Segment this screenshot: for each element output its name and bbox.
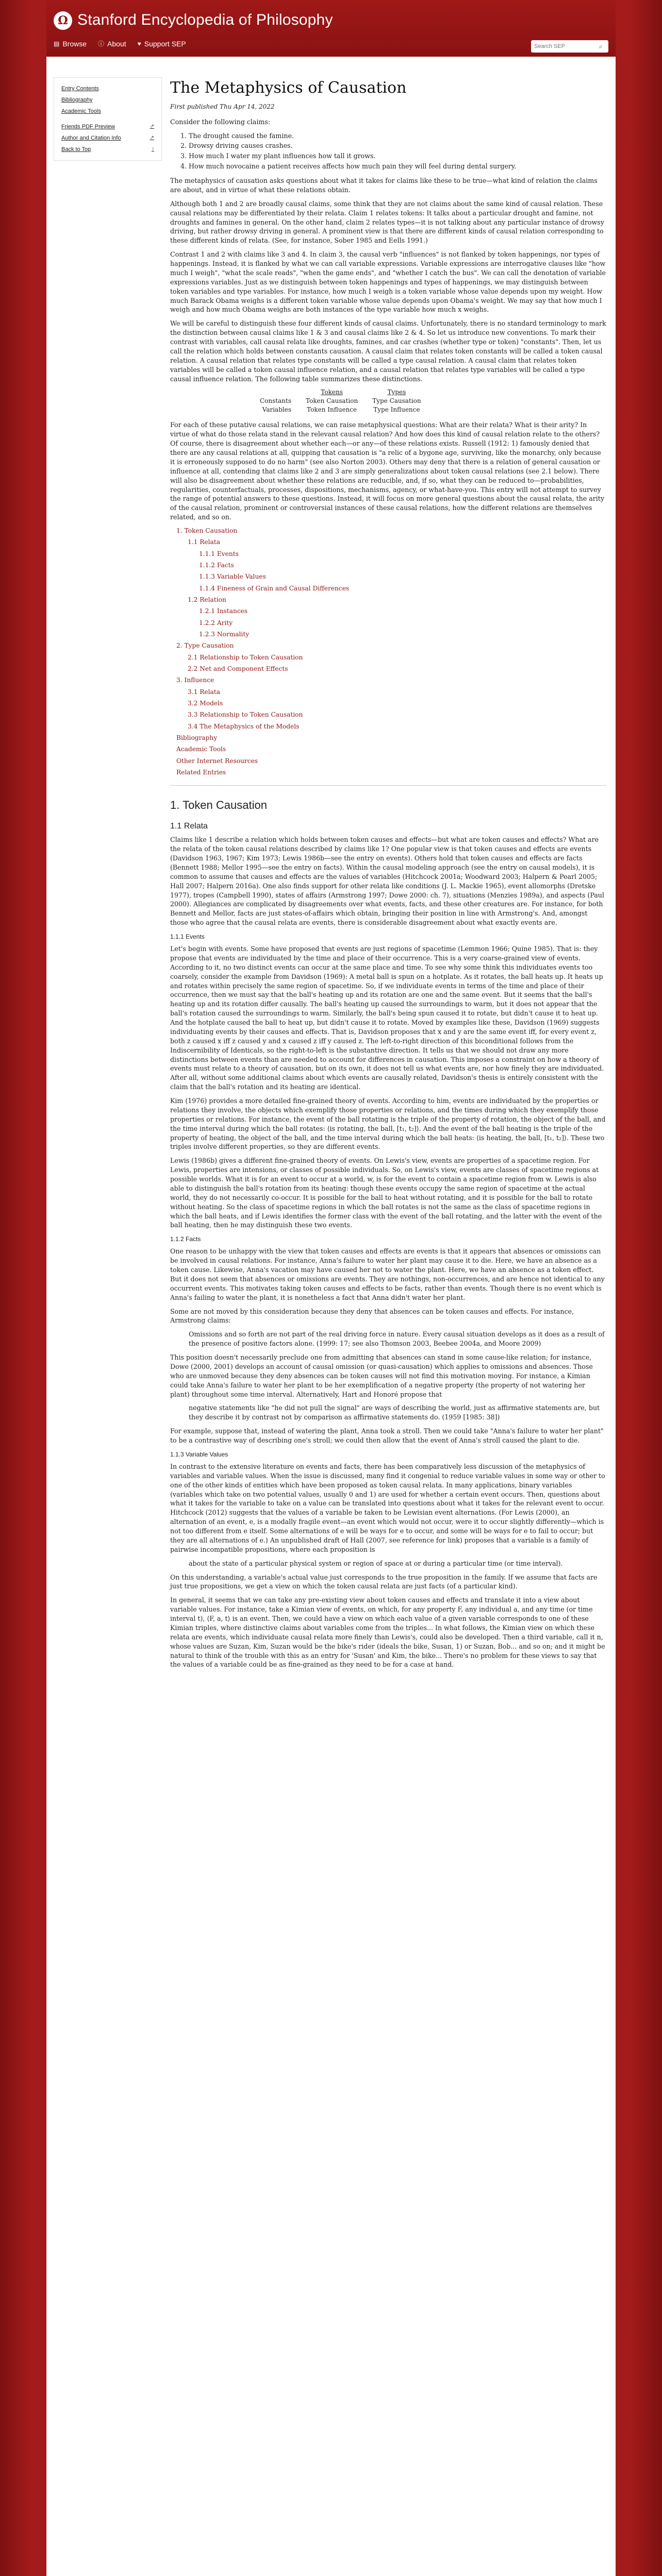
toc-link[interactable]: Academic Tools: [176, 745, 226, 753]
toc-link[interactable]: 3.2 Models: [188, 700, 223, 707]
entry-navigation: [54, 77, 162, 161]
toc-link[interactable]: 1.2 Relation: [188, 596, 226, 604]
claims-list: [189, 131, 606, 172]
site-header: [46, 0, 616, 57]
article-main: [170, 77, 606, 1674]
paragraph: For example, suppose that, instead of watering the plant, Anna took a stroll. Then we could take "Anna's failure to water her plant" to be a contrastive way of describing one's stroll; we could then allow that the event of Anna's stroll caused the plant to die.: [170, 1427, 604, 1445]
sidebar-item-label: Back to Top: [61, 146, 91, 152]
paragraph: Lewis (1986b) gives a different fine-grained theory of events. On Lewis's view, events are properties of a spacetime region. For Lewis, properties are intensions, or classes of possible individuals. So, on Lewis's view, events are classes of spacetime regions at possible worlds. What it is for an event to occur at a world, w, is for the event to contain a spacetime region from w. Lewis is also able to distinguish the ball's rotation from its heating: though these events occupy the same region of spacetime at the actual world, they do not necessarily co-occur. It is possible for the ball to heat without rotating, and it is possible for the ball to rotate without heating. So the class of spacetime regions in which the ball rotates is not the same as the class of spacetime regions in which the ball heats, and if Lewis identifies the former class with the event of the ball rotating, and the latter with the event of the ball heating, then he may distinguish these two events.: [170, 1157, 602, 1229]
paragraph: Let's begin with events. Some have proposed that events are just regions of spacetime (Lemmon 1966; Quine 1985). That is: they propose that events are individuated by the time and place of their occurrence. This is a very coarse-grained view of events. According to it, no two distinct events can occur at the same place and time. To see why some think this individuates events too coarsely, consider the example from Davidson (1969): A metal ball is spun on a hotplate. As it rotates, the ball heats up. It heats up and rotates within precisely the same region of spacetime. So, if we individuate events in terms of the time and place of their occurrence, then we must say that the ball's heating up and its rotation are one and the same event. But it seems that the ball's heating up and its rotation differ causally. The ball's heating up caused the surroundings to warm, but it does not appear that the ball's rotation caused the surroundings to warm. Similarly, the ball's being spun caused it to rotate, but didn't cause it to heat up. And the hotplate caused the ball to heat up, but didn't cause it to rotate. Moved by examples like these, Davidson (1969) suggests individuating events by their causes and effects. That is, Davidson proposes that x and y are the same event iff, for every event z, both z caused x iff z caused y and x caused z iff y caused z. The left-to-right direction of this biconditional follows from the Indiscernibility of Identicals, so the right-to-left is the substantive direction. It tells us that we should not draw any more distinctions between events than are needed to account for differences in causation. This imposes a constraint on how a theory of events must relate to a theory of causation, but on its own, it does not tell us what events are, nor how finely they are individuated. After all, without some additional claims about which events are causally related, Davidson's thesis is entirely consistent with the claim that the ball's rotation and its heating are identical.: [170, 945, 604, 1091]
sidebar-back-to-top[interactable]: [61, 144, 154, 155]
sidebar-academic-tools[interactable]: [61, 106, 154, 117]
table-row: [253, 397, 428, 405]
paragraph: In general, it seems that we can take any pre-existing view about token causes and effects and translate it into a view about variable values. For instance, take a Kimian view of events, on which, for any property F, any individual a, and any time (or time interval t), ⟨F, a, t⟩ is an event. Then, we could have a view on which each value of a given variable corresponds to one of these Kimian triples, where distinctive claims about variables come from the triples... In what follows, the Kimian view on which these relata are events, which individuate causal relata more finely than Lewis's, could also be developed. Then a third variable, call it n, whose values are Suzan, Kim, Suzan would be the bike's rider (ideals the bike, Susan, 1) or Suzan, Bob... and so on; and it might be natural to think of the trouble with this as an entry for 'Susan' and Kim, the bike... There's no problem for these views to say that the values of a variable could be as fine-grained as they need to be for a case at hand.: [170, 1596, 605, 1669]
toc-item: [176, 768, 606, 777]
paragraph: For each of these putative causal relations, we can raise metaphysical questions: What are their relata? What is their arity? In virtue of what do those relata stand in the relevant causal relation? And how does this kind of causal relation relate to the others? Of course, there is disagreement about whether each—or any—of these relations exists. Russell (1912: 1) famously denied that there are any causal relations at all, quipping that causation is "a relic of a bygone age, surviving, like the monarchy, only because it is erroneously supposed to do no harm" (see also Norton 2003). Others may deny that there is a relation of general causation or influence at all, contending that claims like 2 and 3 are simply generalizations about token causal relations (see 2.1 below). There will also be disagreement about whether these relations are reducible, and, if so, what they can be reduced to—probabilities, regularities, counterfactuals, processes, dispositions, mechanisms, agency, or what-have-you. This entry will not attempt to survey the range of potential answers to these questions. Instead, it will focus on more general questions about the causal relata, the arity of the causal relation, prominent or controversial instances of these causal relations, how the different relations are themselves related, and so on.: [170, 421, 604, 521]
subsubsection-heading: 1.1.2 Facts: [170, 1235, 201, 1243]
causation-types-table: [253, 388, 428, 414]
table-cell: Type Influence: [373, 406, 420, 414]
claim-item: 2. Drowsy driving causes crashes.: [189, 141, 606, 150]
paragraph: One reason to be unhappy with the view that token causes and effects are events is that it appears that absences or omissions can be involved in causal relations. For instance, Anna's failure to water her plant may cause it to die. Here, we have an absence as a token cause. Likewise, Anna's vacation may have caused her not to water the plant. Here, we have an absence as a token effect. But it does not seem that absences or omissions are events. They are nothings, non-occurrences, and are hence not identical to any occurrent events. This motivates taking token causes and effects to be facts, rather than events. Though there is no event which is Anna's failing to water the plant, it is nonetheless a fact that Anna didn't water her plant.: [170, 1247, 605, 1301]
table-header: [253, 388, 299, 397]
subsection-heading: 1.1 Relata: [170, 821, 208, 831]
table-cell: Type Causation: [372, 397, 421, 405]
blockquote: Omissions and so forth are not part of the real driving force in nature. Every causal situation develops as it does as a result of the presence of positive factors alone. (1999: 17; see also Thomson 2003, Beebee 2004a, and Moore 2009): [189, 1330, 605, 1348]
table-of-contents: [176, 527, 606, 777]
sidebar-entry-contents[interactable]: [61, 83, 154, 94]
toc-link[interactable]: 1.2.2 Arity: [199, 619, 233, 626]
article-title: The Metaphysics of Causation: [170, 79, 407, 97]
sidebar-item-label: Friends PDF Preview: [61, 124, 115, 130]
site-title[interactable]: Stanford Encyclopedia of Philosophy: [77, 11, 333, 28]
toc-link[interactable]: Related Entries: [176, 768, 226, 776]
toc-link[interactable]: 1.1.2 Facts: [199, 562, 234, 569]
content-area: [46, 57, 616, 2576]
toc-link[interactable]: 1.1.1 Events: [199, 550, 239, 557]
toc-link[interactable]: 3.3 Relationship to Token Causation: [188, 711, 303, 719]
paragraph: On this understanding, a variable's actual value just corresponds to the true proposition in the family. If we assume that facts are just true propositions, we get a view on which the token causal relata are just facts (of a particular kind).: [170, 1573, 598, 1590]
search-icon[interactable]: ⌕: [599, 42, 603, 50]
toc-item: [199, 630, 606, 639]
nav-about-label: About: [107, 39, 126, 48]
subsubsection-heading: 1.1.3 Variable Values: [170, 1450, 228, 1458]
toc-link[interactable]: 2. Type Causation: [176, 642, 234, 650]
toc-item: [199, 572, 606, 581]
toc-item: [188, 710, 606, 719]
nav-support-label: Support SEP: [144, 39, 186, 48]
table-cell: Variables: [262, 406, 291, 414]
toc-item: [199, 607, 606, 616]
toc-item: [199, 561, 606, 570]
sep-logo-icon[interactable]: Ω: [54, 11, 72, 30]
arrow-up-icon: ↑: [152, 146, 154, 152]
claim-item: 1. The drought caused the famine.: [189, 131, 606, 141]
toc-item: [199, 550, 606, 558]
sidebar-item-label: Entry Contents: [61, 86, 99, 92]
toc-link[interactable]: 1.1.3 Variable Values: [199, 573, 266, 581]
paragraph: Some are not moved by this consideration because they deny that absences can be token causes and effects. For instance, Armstrong claims:: [170, 1307, 574, 1325]
toc-link[interactable]: 1.1 Relata: [188, 538, 220, 546]
table-cell: Constants: [260, 397, 291, 405]
paragraph: Claims like 1 describe a relation which holds between token causes and effects—but what are token causes and effects? What are the relata of the token causal relations described by claims like 1? One popular view is that token causes and effects are events (Davidson 1963, 1967; Kim 1973; Lewis 1986b—see the entry on events). Others hold that token causes and effects are facts (Bennett 1988; Mellor 1995—see the entry on facts). Within the causal modeling approach (see the entry on causal models), it is common to assume that causes and effects are the values of variables (Hitchcock 2001a; Woodward 2003; Halpern & Pearl 2005; Hall 2007; Halpern 2016a). One also finds support for other relata like conditions (J. L. Mackie 1965), event allomorphs (Dretske 1977), tropes (Campbell 1990), states of affairs (Armstrong 1997; Dowe 2000: ch. 7), situations (Menzies 1989a), and aspects (Paul 2000). Allegiances are complicated by disagreements over what events, facts, and these other creatures are. For instance, for both Bennett and Mellor, facts are just states-of-affairs which obtain, bringing their position in line with Armstrong's. And, amongst those who agree that the causal relata are events, there is considerable disagreement about what exactly events are.: [170, 836, 604, 927]
toc-item: [176, 757, 606, 766]
paragraph: The metaphysics of causation asks questions about what it takes for claims like these to be true—what kind of relation the claims are about, and in virtue of what these relations obtain.: [170, 177, 598, 194]
toc-item: [188, 596, 606, 604]
toc-link[interactable]: 1.1.4 Fineness of Grain and Causal Differences: [199, 584, 350, 592]
table-cell: Token Causation: [305, 397, 358, 405]
subsubsection-heading: 1.1.1 Events: [170, 933, 205, 941]
toc-link[interactable]: Bibliography: [176, 734, 218, 741]
toc-item: [199, 619, 606, 628]
nav-support[interactable]: [138, 39, 186, 48]
paragraph: Although both 1 and 2 are broadly causal claims, some think that they are not claims about the same kind of causal relation. These causal relations may be differentiated by their relata. Claim 1 relates tokens: It talks about a particular drought and famine, not droughts and famines in general. On the other hand, claim 2 relates types—it is not talking about any particular instance of drowsy driving, but rather drowsy driving in general. A prominent view is that there are different kinds of causal relation corresponding to these different kinds of relata. (See, for instance, Sober 1985 and Eells 1991.): [170, 199, 604, 245]
toc-item: [188, 688, 606, 697]
info-icon: ⓘ: [98, 40, 105, 47]
table-header: Tokens: [321, 388, 343, 396]
toc-link[interactable]: 1. Token Causation: [176, 527, 238, 535]
nav-about[interactable]: [98, 39, 126, 48]
search-input[interactable]: [531, 41, 595, 52]
sidebar-friends-pdf[interactable]: [61, 121, 154, 132]
toc-item: [188, 722, 606, 731]
toc-item: [188, 699, 606, 708]
paragraph: Kim (1976) provides a more detailed fine-grained theory of events. According to him, events are individuated by the properties or relations they involve, the objects which exemplify those properties or relations, and the times during which they exemplify those properties or relations. For instance, the event of the ball rotating is the triple of the property of rotation, the object of the ball, and the time interval during which the ball rotates: ⟨is rotating, the ball, [t₁, t₂]⟩. And the event of the ball heating is the triple of the property of heating, the object of the ball, and the time interval during which the ball heats: ⟨is heating, the ball, [t₁, t₂]⟩. These two triples involve different properties, so they are different events.: [170, 1097, 606, 1151]
toc-link[interactable]: 1.2.1 Instances: [199, 607, 248, 615]
claim-item: 3. How much I water my plant influences how tall it grows.: [189, 151, 606, 161]
toc-item: [176, 641, 606, 650]
publication-info: First published Thu Apr 14, 2022: [170, 103, 275, 110]
section-heading: 1. Token Causation: [170, 799, 267, 812]
table-row: [253, 405, 428, 414]
sidebar-item-label: Bibliography: [61, 97, 93, 103]
toc-link[interactable]: 3. Influence: [176, 676, 214, 684]
blockquote: about the state of a particular physical system or region of space at or during a particular time (or time interval).: [189, 1559, 563, 1567]
sidebar-author-citation[interactable]: [61, 132, 154, 144]
paragraph: In contrast to the extensive literature on events and facts, there has been comparatively less discussion of the metaphysics of variables and variable values. When the issue is discussed, many find it congenial to reduce variable values in some way or other to one of the other kinds of entities which have been proposed as token causal relata. In many applications, binary variables (variables which take on two potential values, usually 0 and 1) are used for whether a certain event occurs. Then, questions about what it takes for the variable to take on a value can be translated into questions about what it takes for the relevant event to occur. Hitchcock (2012) suggests that the values of a variable be taken to be Lewisian event alternations. (For Lewis (2000), an alternation of an event, e, is a modally fragile event—an event which would not occur, were it to occur slightly differently—which is not too different from e itself. Some alternations of e will be ways for e to occur, and some will be ways for e to fail to occur; but they are all alternations of e.) An unpublished draft of Hall (2007, see reference for link) proposes that a variable is a family of pairwise incompatible propositions, where each proposition is: [170, 1462, 605, 1553]
toc-link[interactable]: 1.2.3 Normality: [199, 631, 250, 638]
nav-browse-label: Browse: [62, 39, 87, 48]
paragraph: We will be careful to distinguish these four different kinds of causal claims. Unfortunately, there is no standard terminology to mark the distinction between causal claims like 1 & 3 and causal claims like 2 & 4. So let us introduce new conventions. To mark their contrast with variables, call causal relata like droughts, famines, and car crashes (whether type or token) "constants". Then, let us call the relation which holds between constants causation. A causal claim that relates token constants will be called a token causal relation. A causal relation that relates type constants will be called a type causal relation. A causal claim that relates token variables will be called a token causal influence relation, and a causal relation that relates type variables will be called a type causal influence relation. The following table summarizes these distinctions.: [170, 319, 606, 383]
toc-item: [199, 584, 606, 593]
support-icon: ♥: [137, 40, 141, 47]
table-header: Types: [387, 388, 406, 396]
sidebar-item-label: Academic Tools: [61, 108, 101, 114]
paragraph: Contrast 1 and 2 with claims like 3 and 4. In claim 3, the causal verb "influences" is not flanked by token happenings, nor types of happenings. Instead, it is flanked by what we can call variable expressions. Variable expressions are interrogative clauses like "how much I weigh", "what the scale reads", "when the game ends", and "whether I catch the bus". We can call the denotation of variable expressions variables. Just as we distinguish between token happenings and types of happenings, we may distinguish between token variables and type variables. For instance, how much I weigh is a token variable whose value depends upon my weight. How much Barack Obama weighs is a different token variable whose value depends upon Obama's weight. We may say that how much I weigh and how much Obama weighs are both instances of the type variable how much x weighs.: [170, 250, 606, 314]
toc-item: [176, 745, 606, 754]
external-link-icon: ↗: [150, 135, 154, 141]
main-nav: [54, 39, 186, 48]
toc-item: [188, 538, 606, 547]
book-icon: ▤: [54, 40, 60, 47]
toc-item: [188, 653, 606, 662]
divider: [170, 785, 606, 786]
toc-item: [188, 665, 606, 673]
nav-browse[interactable]: [54, 39, 87, 48]
toc-link[interactable]: 3.4 The Metaphysics of the Models: [188, 722, 300, 730]
table-cell: Token Influence: [307, 406, 357, 414]
intro-text: Consider the following claims:: [170, 117, 271, 126]
search-box: [531, 40, 608, 53]
toc-link[interactable]: 3.1 Relata: [188, 688, 220, 696]
toc-item: [176, 676, 606, 685]
sidebar-bibliography[interactable]: [61, 94, 154, 106]
toc-item: [176, 734, 606, 742]
toc-link[interactable]: Other Internet Resources: [176, 757, 258, 765]
toc-item: [176, 527, 606, 535]
external-link-icon: ↗: [150, 124, 154, 129]
claim-item: 4. How much novocaine a patient receives affects how much pain they will feel during dental surgery.: [189, 162, 606, 171]
sidebar-item-label: Author and Citation Info: [61, 135, 121, 141]
toc-link[interactable]: 2.2 Net and Component Effects: [188, 665, 288, 673]
toc-link[interactable]: 2.1 Relationship to Token Causation: [188, 653, 303, 661]
blockquote: negative statements like "he did not pull the signal" are ways of describing the world, just as affirmative statements are, but they describe it by contrast not by comparison as affirmative statements do. (1959 [1985: 38]): [189, 1404, 600, 1421]
paragraph: This position doesn't necessarily preclude one from admitting that absences can stand in some cause-like relation; for instance, Dowe (2000, 2001) develops an account of causal omission (or quasi-causation) which applies to omissions and absences. Those who are unmoved because they deny absences can be token causes will not find this motivation moving. For instance, a Kimian could take Anna's failure to water her plant to be her exemplification of a negative property (the property of not watering her plant) throughout some time interval. Alternatively, Hart and Honoré propose that: [170, 1353, 593, 1398]
